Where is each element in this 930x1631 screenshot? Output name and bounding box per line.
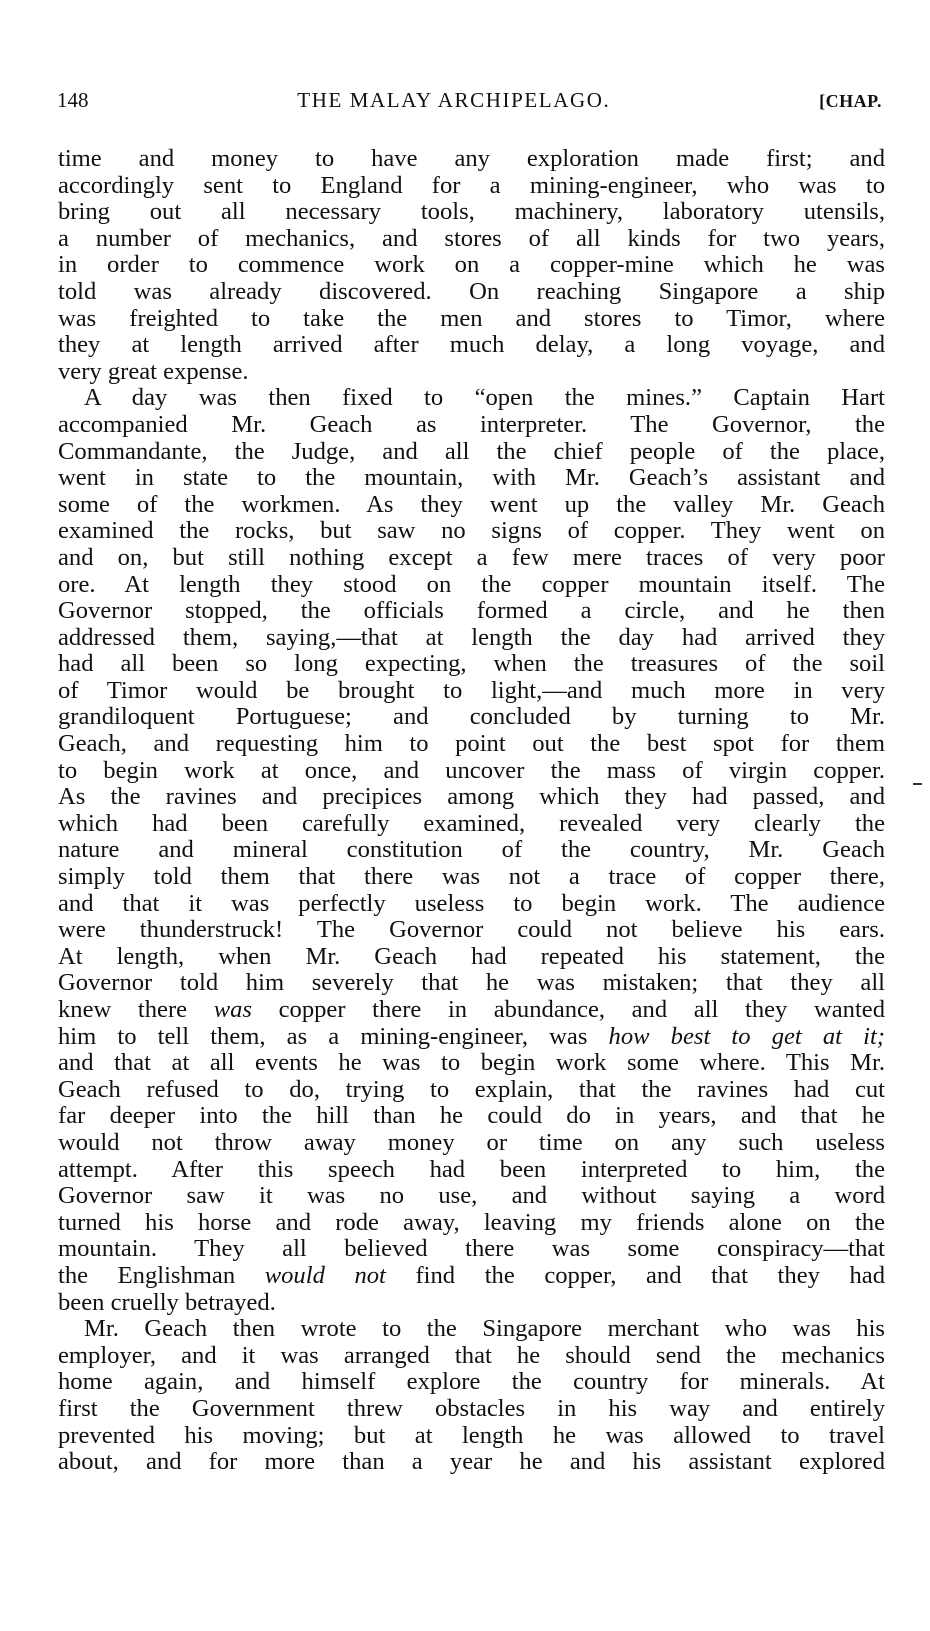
text-segment: knew there [58,997,214,1023]
text-line: a number of mechanics, and stores of all kinds for two years, [58,225,885,252]
text-line: accordingly sent to England for a mining-engineer, who was to [58,172,885,199]
text-line: which had been carefully examined, revealed very clearly the [58,810,885,837]
text-line [58,1024,885,1051]
italic-text: how best to get at it; [608,1023,885,1050]
margin-mark [913,783,922,785]
text-segment: the Englishman [58,1262,265,1289]
text-line: first the Government threw obstacles in his way and entirely [58,1395,885,1422]
text-line: they at length arrived after much delay, a long voyage, and [58,332,885,359]
text-line: bring out all necessary tools, machinery, laboratory utensils, [58,199,885,226]
italic-text: was [213,997,252,1023]
text-line: nature and mineral constitution of the country, Mr. Geach [58,837,885,864]
text-line: told was already discovered. On reaching Singapore a ship [58,278,885,305]
text-line: far deeper into the hill than he could do in years, and that he [58,1103,885,1130]
text-line: and that at all events he was to begin work some where. This Mr. [58,1050,885,1077]
text-line: examined the rocks, but saw no signs of copper. They went on [58,518,885,545]
text-line: were thunderstruck! The Governor could not believe his ears. [58,917,885,944]
chapter-mark: [CHAP. [819,91,882,111]
text-line: been cruelly betrayed. [58,1289,276,1316]
text-line: grandiloquent Portuguese; and concluded by turning to Mr. [58,704,885,731]
text-line: was freighted to take the men and stores to Timor, where [58,305,885,332]
text-line [58,1263,885,1290]
text-line: Governor stopped, the officials formed a circle, and he then [58,598,885,625]
text-line: Geach, and requesting him to point out the best spot for them [58,731,885,758]
text-line [58,997,885,1024]
text-line: to begin work at once, and uncover the mass of virgin copper. [58,757,885,784]
text-line: and that it was perfectly useless to begin work. The audience [58,890,885,917]
text-line: ore. At length they stood on the copper mountain itself. The [58,571,885,598]
page-number: 148 [57,88,89,112]
body-text [58,146,885,1476]
text-line: As the ravines and precipices among which they had passed, and [58,784,885,811]
paragraph-start: Mr. Geach then wrote to the Singapore merchant who was his [84,1316,885,1343]
text-line: Geach refused to do, trying to explain, that the ravines had cut [58,1076,885,1103]
text-line: very great expense. [58,358,249,385]
text-line: and on, but still nothing except a few mere traces of very poor [58,544,885,571]
text-line: home again, and himself explore the country for minerals. At [58,1369,885,1396]
text-line: time and money to have any exploration made first; and [58,146,885,172]
text-line: Commandante, the Judge, and all the chief people of the place, [58,438,885,465]
text-segment: copper there in abundance, and all they wanted [251,997,885,1023]
text-line: went in state to the mountain, with Mr. Geach’s assistant and [58,465,885,492]
text-line: employer, and it was arranged that he should send the mechanics [58,1342,885,1369]
text-line: Governor told him severely that he was mistaken; that they all [58,970,885,997]
paragraph-start: A day was then fixed to “open the mines.” Captain Hart [84,385,885,412]
text-line: mountain. They all believed there was some conspiracy—that [58,1236,885,1263]
text-line: had all been so long expecting, when the treasures of the soil [58,651,885,678]
text-line: of Timor would be brought to light,—and much more in very [58,677,885,704]
text-line: in order to commence work on a copper-mine which he was [58,252,885,279]
text-line: attempt. After this speech had been interpreted to him, the [58,1156,885,1183]
italic-text: would not [264,1262,386,1289]
text-segment: find the copper, and that they had [385,1262,885,1289]
text-line: turned his horse and rode away, leaving my friends alone on the [58,1209,885,1236]
book-title: THE MALAY ARCHIPELAGO. [297,88,611,112]
text-segment: him to tell them, as a mining-engineer, was [58,1023,609,1050]
running-header [57,88,882,122]
text-line: Governor saw it was no use, and without saying a word [58,1183,885,1210]
text-line: accompanied Mr. Geach as interpreter. The Governor, the [58,411,885,438]
text-line: would not throw away money or time on any such useless [58,1129,885,1156]
text-line: some of the workmen. As they went up the valley Mr. Geach [58,491,885,518]
text-line: about, and for more than a year he and his assistant explored [58,1449,885,1476]
text-line: addressed them, saying,—that at length the day had arrived they [58,624,885,651]
text-line: At length, when Mr. Geach had repeated his statement, the [58,943,885,970]
text-line: prevented his moving; but at length he was allowed to travel [58,1422,885,1449]
text-line: simply told them that there was not a trace of copper there, [58,864,885,891]
